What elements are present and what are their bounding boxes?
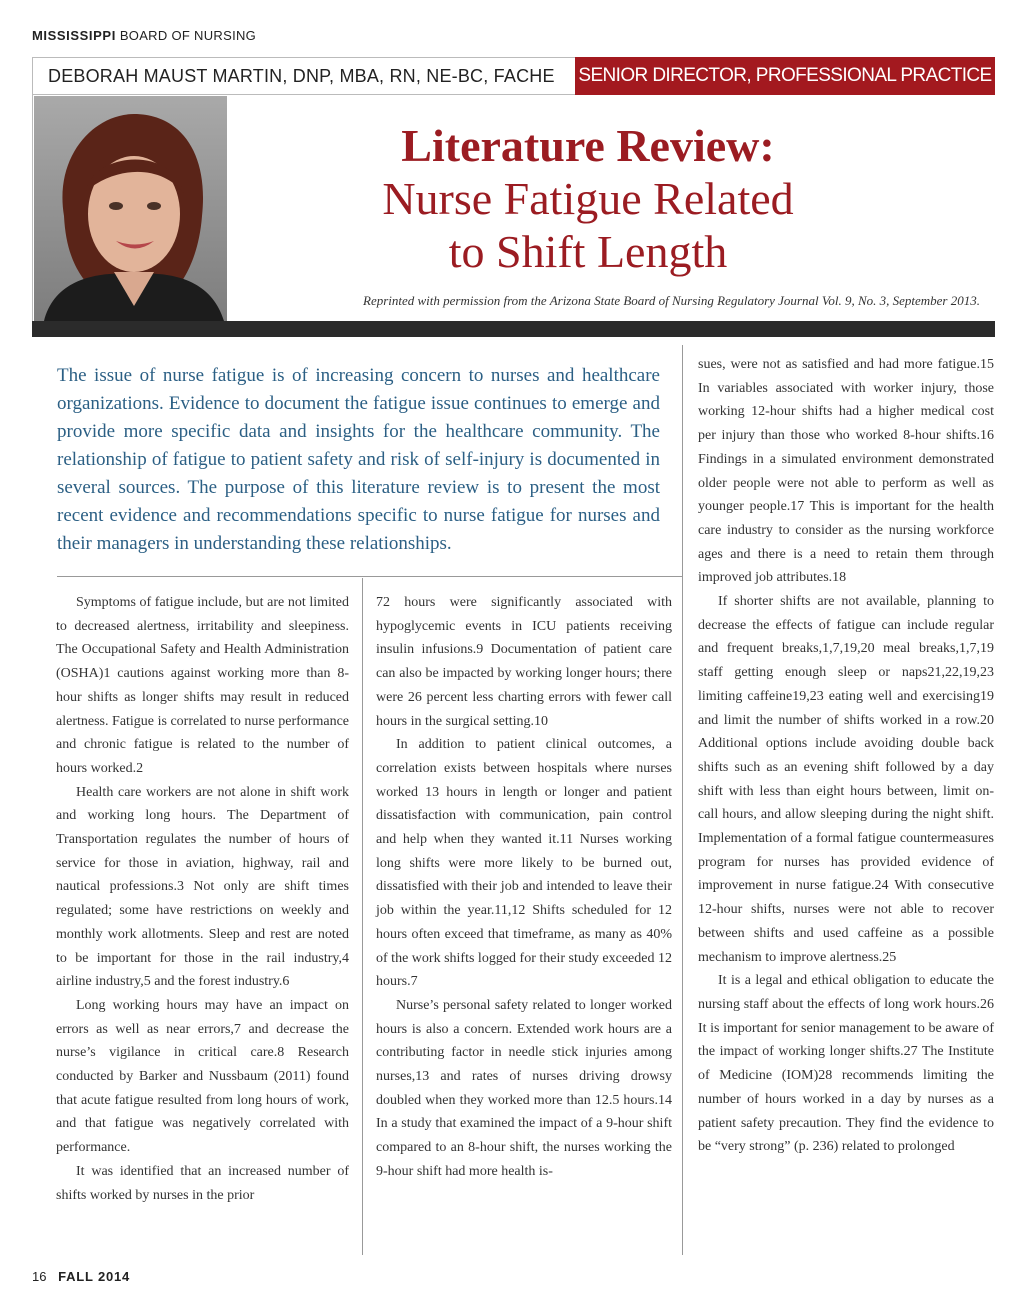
title-line-2: Nurse Fatigue Related: [382, 173, 794, 224]
issue-label: FALL 2014: [58, 1269, 131, 1284]
body-column-3: [698, 353, 994, 1159]
title-main: Literature Review:: [401, 120, 775, 171]
article-title: [228, 120, 948, 278]
header-band: [32, 321, 995, 337]
author-name: DEBORAH MAUST MARTIN, DNP, MBA, RN, NE-BC, FACHE: [48, 66, 555, 86]
masthead-state: MISSISSIPPI: [32, 28, 116, 43]
paragraph: It is a legal and ethical obligation to educate the nursing staff about the effects of long work hours.26 It is important for senior management to be aware of the impact of working longer shifts.27 The Institute of Medicine (IOM)28 recommends limiting the number of hours worked in a day by nurses as a patient safety precaution. They find the evidence to be “very strong” (p. 236) related to prolonged: [698, 973, 994, 1155]
reprint-credit: Reprinted with permission from the Arizona State Board of Nursing Regulatory Journal Vol. 9, No. 3, September 2013.: [363, 293, 980, 308]
paragraph: Long working hours may have an impact on errors as well as near errors,7 and decrease the nurse’s vigilance in critical care.8 Research conducted by Barker and Nussbaum (2011) found that acute fatigue resulted from long hours of work, and that fatigue was negatively correlated with performance.: [56, 997, 349, 1156]
intro-paragraph: The issue of nurse fatigue is of increasing concern to nurses and healthcare organizations. Evidence to document the fatigue issue continues to emerge and provide more specific data and insights for the healthcare community. The relationship of fatigue to patient safety and risk of self-injury is documented in several sources. The purpose of this literature review is to present the most recent evidence and recommendations specific to nurse fatigue for nurses and their managers in understanding these relationships.: [57, 365, 660, 554]
author-photo: [34, 96, 227, 321]
paragraph: Symptoms of fatigue include, but are not limited to decreased alertness, irritability and sleepiness. The Occupational Safety and Health Administration (OSHA)1 cautions against working more than 8-hour shifts as longer shifts may result in reduced alertness. Fatigue is correlated to nurse performance and chronic fatigue is related to the number of hours worked.2: [56, 595, 349, 776]
body-column-2: [376, 591, 672, 1184]
author-role: SENIOR DIRECTOR, PROFESSIONAL PRACTICE BANNER HEALTH: [575, 57, 995, 95]
left-divider: [32, 57, 33, 322]
paragraph: Health care workers are not alone in shift work and working long hours. The Department of Transportation regulates the number of hours of service for those in aviation, highway, rail and nautical professions.3 Not only are shift times regulated; some have restrictions on weekly and monthly work allotments. Sleep and rest are noted to be important for those in the rail industry,4 airline industry,5 and the forest industry.6: [56, 784, 349, 990]
title-line-3: to Shift Length: [448, 226, 728, 277]
masthead: [32, 28, 256, 43]
paragraph: 72 hours were significantly associated with hypoglycemic events in ICU patients receiving insulin infusions.9 Documentation of patient care can also be impacted by working longer hours; there were 26 percent less charting errors with fewer call hours in the surgical setting.10: [376, 595, 672, 729]
paragraph: Nurse’s personal safety related to longer worked hours is also a concern. Extended work hours are a contributing factor in needle stick injuries among nurses,13 and rates of nurses driving drowsy doubled when they worked more than 12.5 hours.14 In a study that examined the impact of a 9-hour shift compared to an 8-hour shift, the nurses working the 9-hour shift had more health is-: [376, 997, 672, 1179]
paragraph: sues, were not as satisfied and had more fatigue.15 In variables associated with worker injury, those working 12-hour shifts had a higher medical cost per injury than those who worked 8-hour shifts.16 Findings in a simulated environment demonstrated older people were not able to perform as well as younger people.17 This is important for the health care industry to consider as the nursing workforce ages and there is a need to retain them through improved job attributes.18: [698, 357, 994, 586]
author-bar: [32, 57, 995, 124]
column-divider-right: [682, 345, 683, 1255]
masthead-board: BOARD OF NURSING: [119, 28, 257, 43]
paragraph: If shorter shifts are not available, planning to decrease the effects of fatigue can include regular and frequent breaks,1,7,19,20 meal breaks,1,7,19 staff getting enough sleep or naps21,22,19,23 limiting caffeine19,23 eating well and exercising19 and limit the number of shifts worked in a row.20 Additional options include avoiding double back shifts such as an evening shift followed by a day shift with less than eight hours between, limit on-call hours, and allow sleeping during the night shift. Implementation of a formal fatigue countermeasures program for nurses has provided evidence of improvement in nurse fatigue.24 With consecutive 12-hour shifts, nurses were not able to recover between shifts and used caffeine as a possible mechanism to improve alertness.25: [698, 594, 994, 965]
intro-divider: [57, 576, 682, 577]
column-divider-middle: [362, 578, 363, 1255]
body-column-1: [56, 591, 349, 1207]
page-number: 16: [32, 1269, 47, 1284]
paragraph: It was identified that an increased number of shifts worked by nurses in the prior: [56, 1163, 349, 1203]
paragraph: In addition to patient clinical outcomes, a correlation exists between hospitals where nurses worked 13 hours in length or longer and patient dissatisfaction with communication, pain control and help when they wanted it.11 Nurses working long shifts were more likely to be burned out, dissatisfied with their job and intended to leave their job within the year.11,12 Shifts scheduled for 12 hours often exceed that timeframe, as many as 40% of the work shifts logged for their study exceeded 12 hours.7: [376, 737, 672, 990]
page-footer: [32, 1269, 130, 1284]
